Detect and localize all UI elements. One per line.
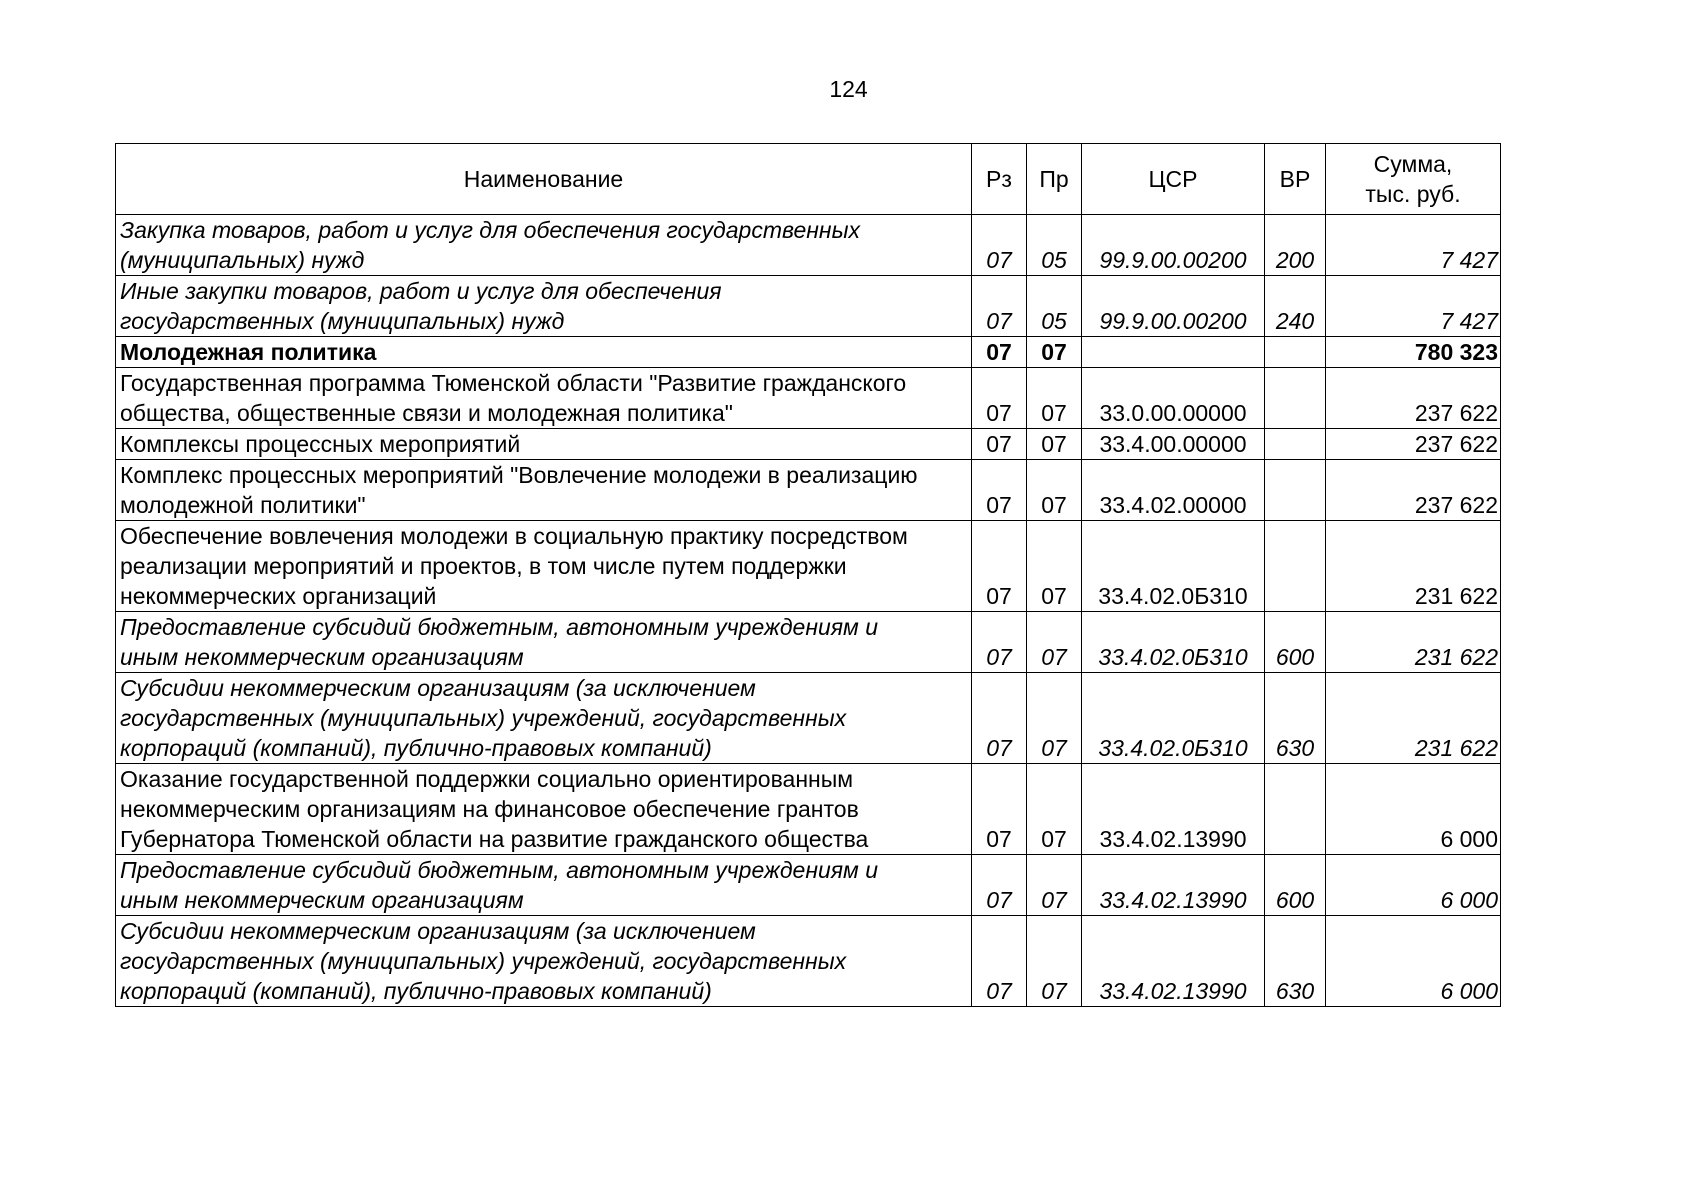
- row-sum: 237 622: [1326, 460, 1501, 521]
- table-row: [116, 855, 1501, 916]
- row-vr: 240: [1265, 276, 1326, 337]
- header-rz: Рз: [972, 144, 1027, 215]
- row-name: [116, 612, 972, 673]
- row-rz: 07: [972, 855, 1027, 916]
- row-csr: 33.4.02.13990: [1082, 855, 1265, 916]
- row-pr: 07: [1027, 429, 1082, 460]
- row-csr: 33.4.02.0Б310: [1082, 612, 1265, 673]
- row-name-line: Обеспечение вовлечения молодежи в социальную практику посредством: [120, 523, 908, 549]
- row-pr: 07: [1027, 612, 1082, 673]
- row-sum: 7 427: [1326, 276, 1501, 337]
- row-csr: 33.4.02.0Б310: [1082, 521, 1265, 612]
- table-row: [116, 916, 1501, 1007]
- row-rz: 07: [972, 460, 1027, 521]
- row-rz: 07: [972, 521, 1027, 612]
- row-csr: 33.4.02.13990: [1082, 916, 1265, 1007]
- row-vr: 630: [1265, 916, 1326, 1007]
- row-vr: 600: [1265, 612, 1326, 673]
- row-pr: 05: [1027, 215, 1082, 276]
- table-row: [116, 460, 1501, 521]
- row-sum: 237 622: [1326, 368, 1501, 429]
- table-row: [116, 215, 1501, 276]
- row-pr: 07: [1027, 673, 1082, 764]
- table-header: [116, 144, 1501, 215]
- row-sum: 6 000: [1326, 764, 1501, 855]
- table-body: [116, 215, 1501, 1007]
- row-name-line: государственных (муниципальных) учреждений, государственных: [120, 948, 847, 974]
- row-pr: 07: [1027, 521, 1082, 612]
- row-pr: 07: [1027, 368, 1082, 429]
- row-sum: 6 000: [1326, 916, 1501, 1007]
- row-name-line: реализации мероприятий и проектов, в том числе путем поддержки: [120, 553, 847, 579]
- row-rz: 07: [972, 368, 1027, 429]
- table-row: [116, 521, 1501, 612]
- header-vr: ВР: [1265, 144, 1326, 215]
- row-name-line: государственных (муниципальных) нужд: [120, 308, 565, 334]
- header-csr: ЦСР: [1082, 144, 1265, 215]
- row-vr: [1265, 368, 1326, 429]
- row-name-line: Комплексы процессных мероприятий: [120, 431, 521, 457]
- row-name-line: Предоставление субсидий бюджетным, автономным учреждениям и: [120, 614, 879, 640]
- row-csr: 33.4.02.00000: [1082, 460, 1265, 521]
- row-name: [116, 337, 972, 368]
- header-pr: Пр: [1027, 144, 1082, 215]
- row-pr: 07: [1027, 337, 1082, 368]
- row-rz: 07: [972, 612, 1027, 673]
- row-csr: 33.4.00.00000: [1082, 429, 1265, 460]
- row-name: [116, 916, 972, 1007]
- header-name: Наименование: [116, 144, 972, 215]
- row-csr: [1082, 337, 1265, 368]
- row-name: [116, 368, 972, 429]
- table-row: [116, 276, 1501, 337]
- page-number: 124: [829, 76, 868, 102]
- row-name-line: иным некоммерческим организациям: [120, 644, 524, 670]
- row-name-line: Иные закупки товаров, работ и услуг для обеспечения: [120, 278, 722, 304]
- row-name: [116, 429, 972, 460]
- row-pr: 07: [1027, 916, 1082, 1007]
- row-csr: 33.0.00.00000: [1082, 368, 1265, 429]
- row-pr: 07: [1027, 460, 1082, 521]
- row-name: [116, 764, 972, 855]
- table-row: [116, 612, 1501, 673]
- row-name-line: (муниципальных) нужд: [120, 247, 365, 273]
- row-rz: 07: [972, 429, 1027, 460]
- table-row: [116, 429, 1501, 460]
- table-row: [116, 764, 1501, 855]
- row-sum: 231 622: [1326, 612, 1501, 673]
- row-rz: 07: [972, 276, 1027, 337]
- header-row: [116, 144, 1501, 215]
- row-pr: 05: [1027, 276, 1082, 337]
- row-vr: 600: [1265, 855, 1326, 916]
- row-name-line: Субсидии некоммерческим организациям (за исключением: [120, 675, 756, 701]
- row-name-line: Комплекс процессных мероприятий "Вовлечение молодежи в реализацию: [120, 462, 918, 488]
- row-rz: 07: [972, 673, 1027, 764]
- row-name: [116, 673, 972, 764]
- row-name-line: Закупка товаров, работ и услуг для обеспечения государственных: [120, 217, 861, 243]
- row-name-line: государственных (муниципальных) учреждений, государственных: [120, 705, 847, 731]
- row-rz: 07: [972, 916, 1027, 1007]
- row-rz: 07: [972, 764, 1027, 855]
- row-name-line: некоммерческих организаций: [120, 583, 437, 609]
- row-pr: 07: [1027, 855, 1082, 916]
- header-sum-line2: тыс. руб.: [1365, 181, 1461, 207]
- row-sum: 6 000: [1326, 855, 1501, 916]
- row-name-line: корпораций (компаний), публично-правовых компаний): [120, 735, 712, 761]
- row-name-line: общества, общественные связи и молодежная политика": [120, 400, 733, 426]
- header-sum: [1326, 144, 1501, 215]
- row-name: [116, 460, 972, 521]
- row-csr: 99.9.00.00200: [1082, 215, 1265, 276]
- row-vr: [1265, 460, 1326, 521]
- row-name-line: Предоставление субсидий бюджетным, автономным учреждениям и: [120, 857, 879, 883]
- row-sum: 231 622: [1326, 521, 1501, 612]
- row-name-line: некоммерческим организациям на финансовое обеспечение грантов: [120, 796, 859, 822]
- row-vr: 630: [1265, 673, 1326, 764]
- row-vr: [1265, 521, 1326, 612]
- row-vr: [1265, 429, 1326, 460]
- row-sum: 780 323: [1326, 337, 1501, 368]
- row-sum: 231 622: [1326, 673, 1501, 764]
- row-csr: 33.4.02.0Б310: [1082, 673, 1265, 764]
- row-name-line: иным некоммерческим организациям: [120, 887, 524, 913]
- row-rz: 07: [972, 215, 1027, 276]
- row-name-line: Молодежная политика: [120, 339, 377, 365]
- row-name-line: Субсидии некоммерческим организациям (за исключением: [120, 918, 756, 944]
- row-sum: 237 622: [1326, 429, 1501, 460]
- row-rz: 07: [972, 337, 1027, 368]
- header-sum-line1: Сумма,: [1373, 151, 1453, 177]
- row-name: [116, 276, 972, 337]
- row-name-line: молодежной политики": [120, 492, 366, 518]
- row-csr: 33.4.02.13990: [1082, 764, 1265, 855]
- row-name-line: Государственная программа Тюменской области "Развитие гражданского: [120, 370, 907, 396]
- row-name-line: Оказание государственной поддержки социально ориентированным: [120, 766, 854, 792]
- row-name: [116, 855, 972, 916]
- table-row: [116, 673, 1501, 764]
- row-sum: 7 427: [1326, 215, 1501, 276]
- row-pr: 07: [1027, 764, 1082, 855]
- table-row: [116, 368, 1501, 429]
- row-vr: 200: [1265, 215, 1326, 276]
- row-vr: [1265, 764, 1326, 855]
- row-csr: 99.9.00.00200: [1082, 276, 1265, 337]
- budget-table: [115, 143, 1501, 1007]
- row-name-line: корпораций (компаний), публично-правовых компаний): [120, 978, 712, 1004]
- row-name-line: Губернатора Тюменской области на развитие гражданского общества: [120, 826, 869, 852]
- row-name: [116, 215, 972, 276]
- row-vr: [1265, 337, 1326, 368]
- table-row: [116, 337, 1501, 368]
- row-name: [116, 521, 972, 612]
